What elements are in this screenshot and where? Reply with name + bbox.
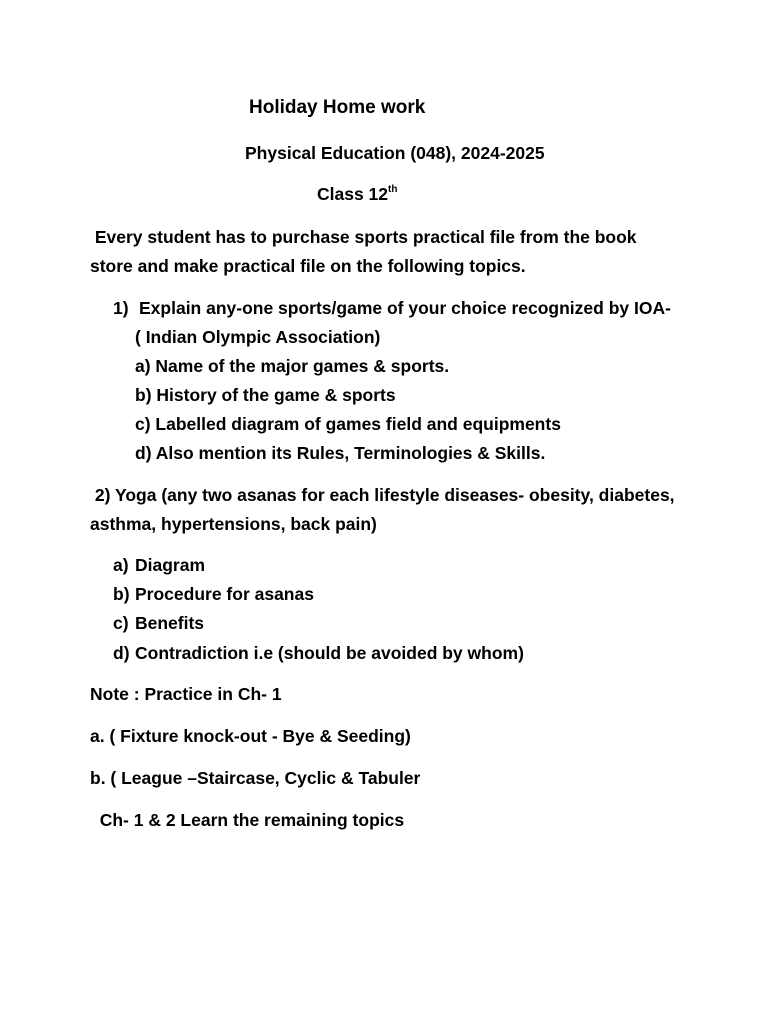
item-1-subitem-d: d) Also mention its Rules, Terminologies & Skills. xyxy=(135,443,546,463)
intro-line-1: Every student has to purchase sports practical file from the book xyxy=(90,227,637,247)
final-line: Ch- 1 & 2 Learn the remaining topics xyxy=(90,810,405,830)
item-2-subitem-d: Contradiction i.e (should be avoided by whom) xyxy=(135,643,524,663)
item-1-subitem-a: a) Name of the major games & sports. xyxy=(135,356,450,376)
item-1-line-2: ( Indian Olympic Association) xyxy=(135,327,381,347)
item-2-subitem-c: Benefits xyxy=(135,613,205,633)
subject-line: Physical Education (048), 2024-2025 xyxy=(245,143,545,163)
note-item-b: b. ( League –Staircase, Cyclic & Tabuler xyxy=(90,768,421,788)
item-1-number: 1) xyxy=(113,298,129,318)
item-1-line-1: Explain any-one sports/game of your choice recognized by IOA- xyxy=(139,298,671,318)
page-title: Holiday Home work xyxy=(249,97,426,118)
note-item-a: a. ( Fixture knock-out - Bye & Seeding) xyxy=(90,726,411,746)
item-1-subitem-c: c) Labelled diagram of games field and equipments xyxy=(135,414,561,434)
item-2-marker-c: c) xyxy=(113,613,129,633)
note-line: Note : Practice in Ch- 1 xyxy=(90,684,282,704)
item-2-line-1: 2) Yoga (any two asanas for each lifestyle diseases- obesity, diabetes, xyxy=(90,485,675,505)
item-2-subitem-b: Procedure for asanas xyxy=(135,584,314,604)
class-superscript: th xyxy=(388,184,398,195)
class-line xyxy=(317,183,397,205)
item-2-marker-d: d) xyxy=(113,643,130,663)
class-label: Class 12 xyxy=(317,184,389,204)
item-2-line-2: asthma, hypertensions, back pain) xyxy=(90,514,377,534)
item-2-subitem-a: Diagram xyxy=(135,555,206,575)
intro-line-2: store and make practical file on the following topics. xyxy=(90,256,526,276)
item-2-marker-b: b) xyxy=(113,584,130,604)
item-2-marker-a: a) xyxy=(113,555,129,575)
item-1-subitem-b: b) History of the game & sports xyxy=(135,385,396,405)
